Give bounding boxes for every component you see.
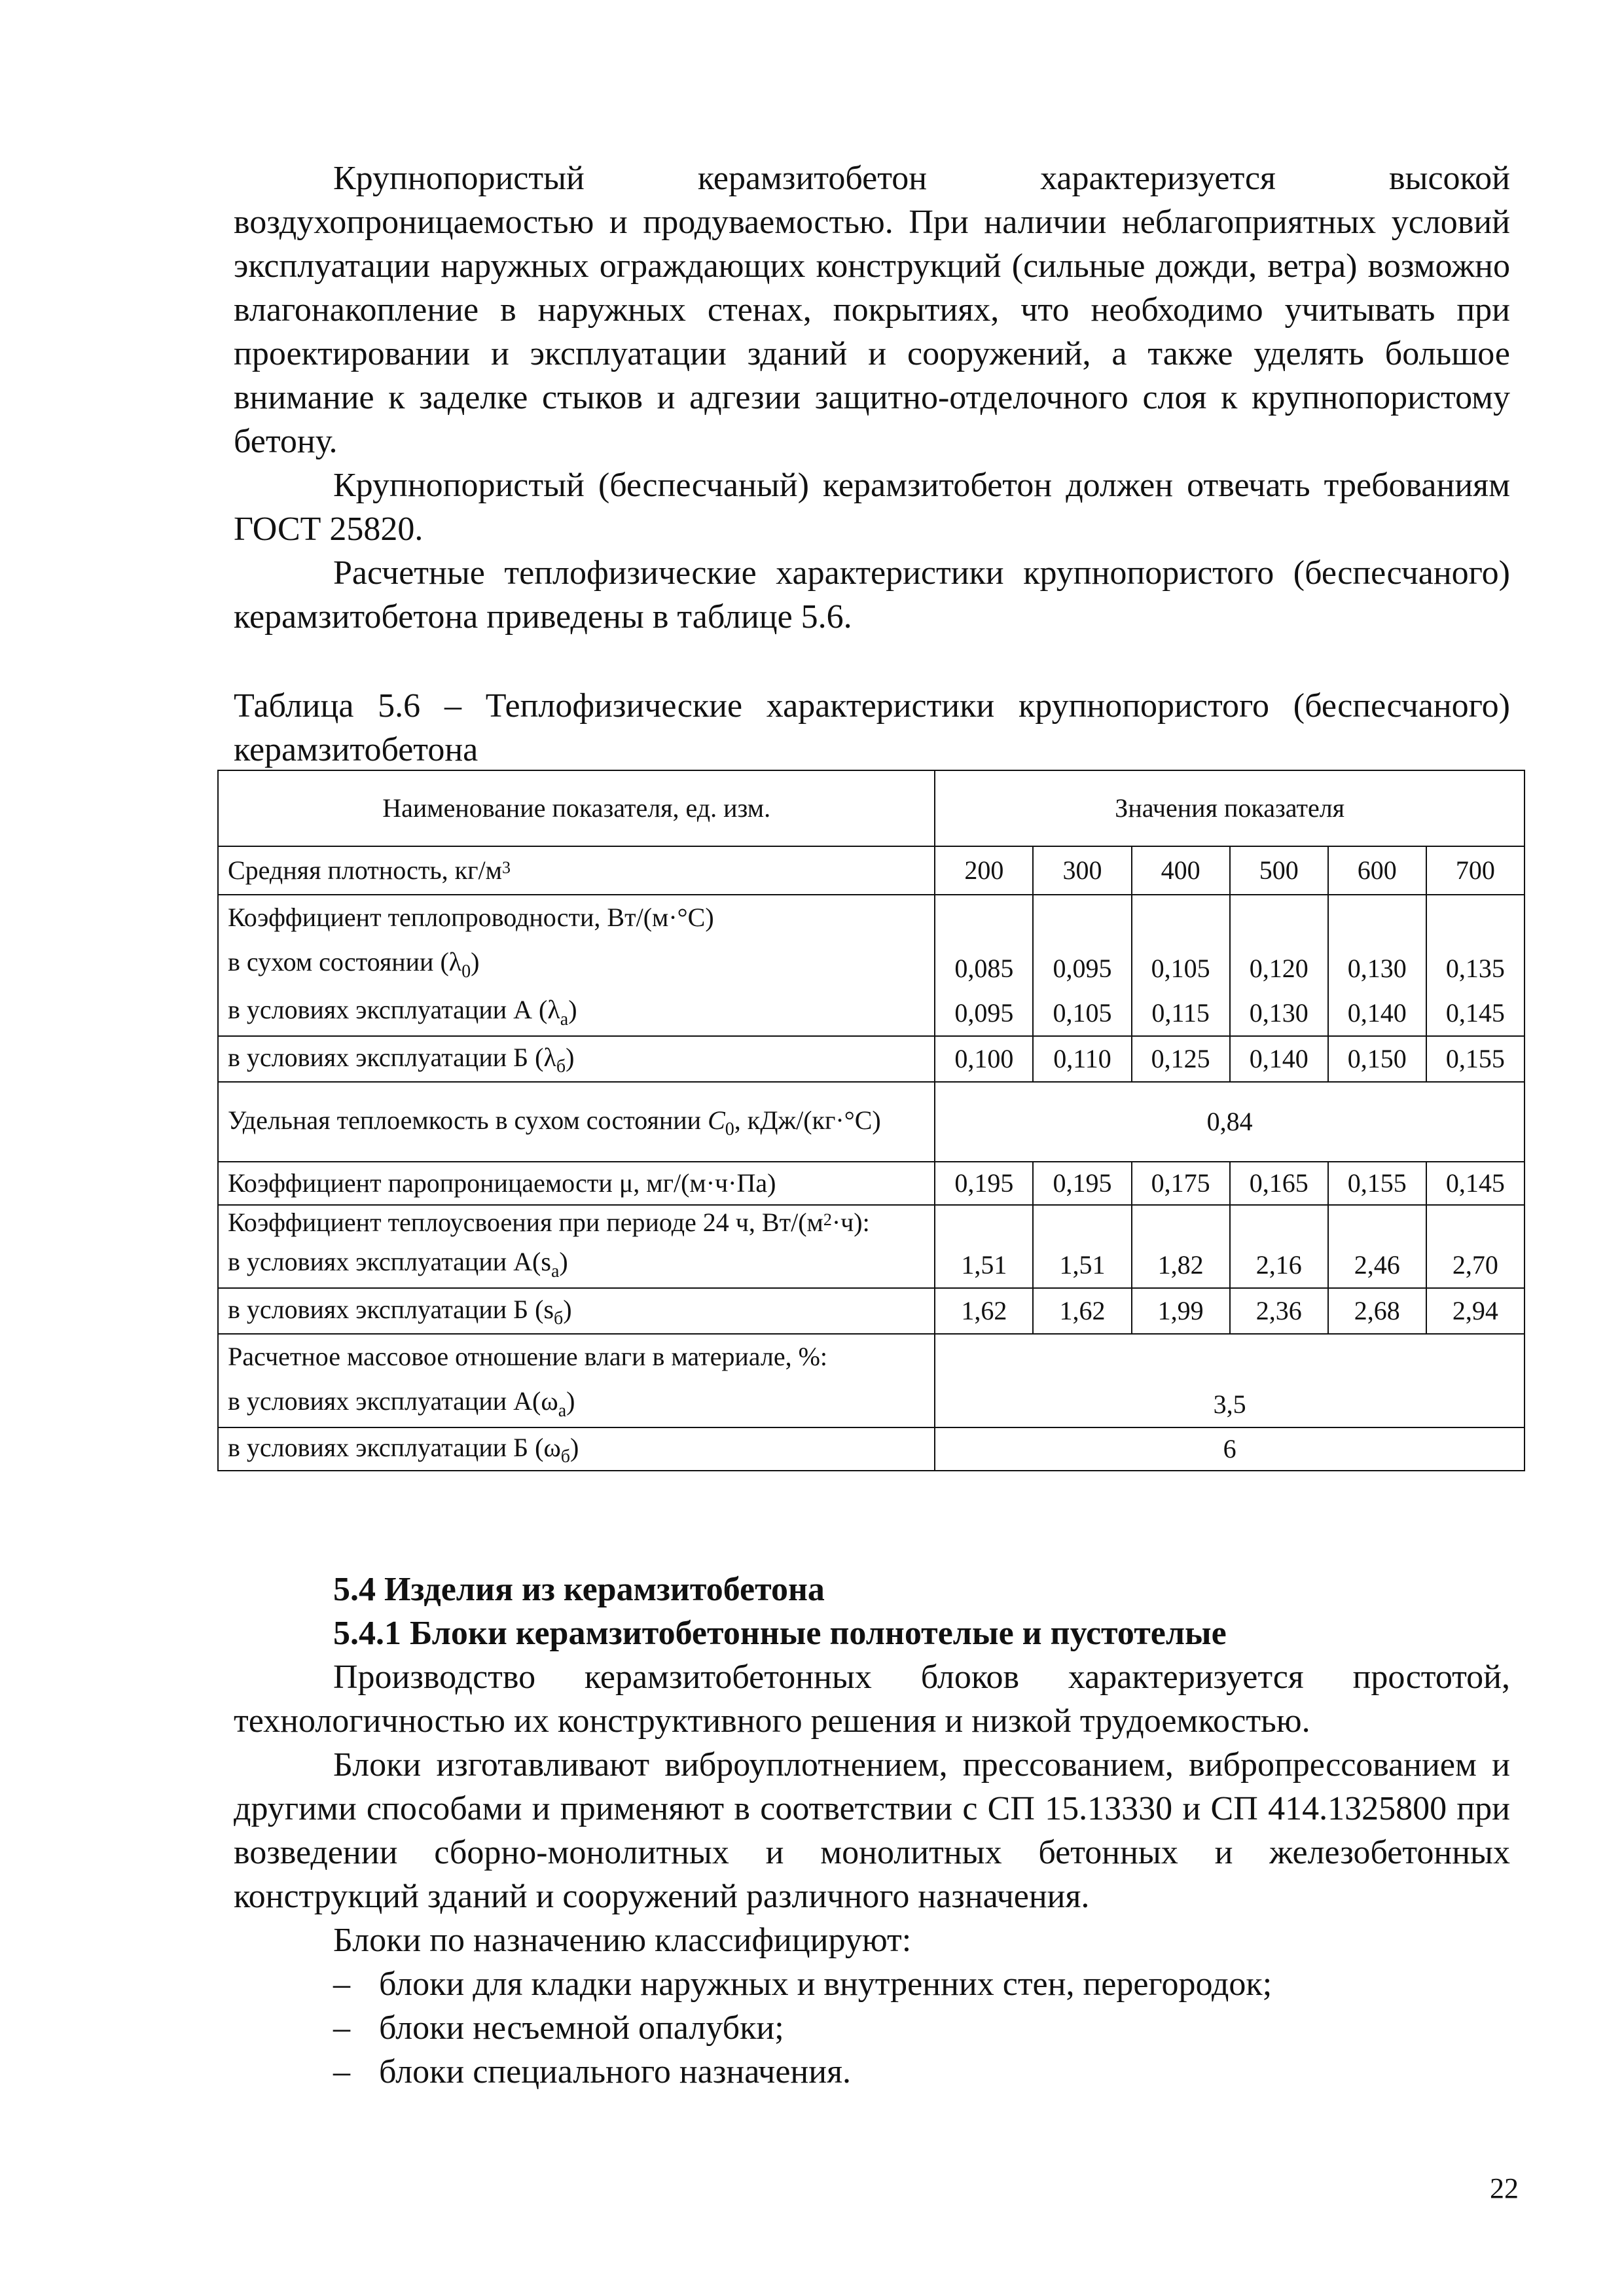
absorption-labels (218, 1205, 935, 1288)
condA-value: 0,145 (1445, 998, 1505, 1028)
dry-label-sub: 0 (461, 961, 471, 982)
absA-label (228, 1240, 925, 1287)
header-values-cell: Значения показателя (935, 770, 1525, 846)
moistA-label-text: в условиях эксплуатации А(ω (228, 1386, 558, 1416)
moistA-value: 3,5 (935, 1334, 1525, 1427)
dry-value: 0,095 (1053, 954, 1112, 983)
moistB-label-text: в условиях эксплуатации Б (ω (228, 1432, 561, 1462)
intro-paragraph-1: Крупнопористый керамзитобетон характеризуется высокой воздухопроницаемостью и продуваемостью. При наличии неблагоприятных условий эксплуатации наружных ограждающих конструкций (сильные дожди, ветра) возможно влагонакопление в наружных стенах, покрытиях, что необходимо учитывать при проектировании и эксплуатации зданий и сооружений, а также уделять большое внимание к заделке стыков и адгезии защитно-отделочного слоя к крупнопористому бетону. (234, 160, 1510, 460)
moistA-label (228, 1379, 925, 1427)
moisture-title: Расчетное массовое отношение влаги в материале, %: (228, 1342, 828, 1371)
absA-value: 2,70 (1426, 1205, 1525, 1288)
vapor-label: Коэффициент паропроницаемости μ, мг/(м·ч·Па) (218, 1162, 935, 1205)
thermal-properties-table (217, 770, 1525, 1471)
vapor-value: 0,175 (1132, 1162, 1230, 1205)
absB-value: 1,62 (1033, 1288, 1131, 1334)
conductivity-labels (218, 895, 935, 1036)
moistB-label (218, 1427, 935, 1471)
section-heading: 5.4 Изделия из керамзитобетона (333, 1571, 825, 1608)
moistB-value: 6 (935, 1427, 1525, 1471)
list-item (234, 2006, 1510, 2050)
moistB-label-sub: б (560, 1446, 571, 1467)
table-caption (234, 684, 1510, 772)
absB-value: 2,68 (1328, 1288, 1426, 1334)
condA-label-text: в условиях эксплуатации А (λ (228, 995, 560, 1024)
list-dash: – (333, 1965, 350, 2003)
condA-value: 0,105 (1053, 998, 1112, 1028)
block-types-list (234, 1962, 1510, 2094)
dry-label-text: в сухом состоянии (λ (228, 947, 462, 977)
conductivity-values-col (1230, 895, 1328, 1036)
absB-value: 2,94 (1426, 1288, 1525, 1334)
dry-value: 0,105 (1151, 954, 1210, 983)
absA-label-sub: а (550, 1261, 560, 1282)
density-value: 400 (1132, 846, 1230, 895)
condA-label-sub: а (560, 1009, 569, 1030)
conductivity-block-row (218, 895, 1525, 1036)
conductivity-values-col (1033, 895, 1131, 1036)
condB-value: 0,100 (935, 1036, 1033, 1082)
section-paragraph-3: Блоки по назначению классифицируют: (333, 1922, 912, 1959)
vapor-value: 0,195 (1033, 1162, 1131, 1205)
condB-value: 0,125 (1132, 1036, 1230, 1082)
condB-row (218, 1036, 1525, 1082)
vapor-value: 0,145 (1426, 1162, 1525, 1205)
density-row (218, 846, 1525, 895)
condB-value: 0,150 (1328, 1036, 1426, 1082)
absA-label-paren: ) (559, 1247, 568, 1276)
subsection-heading: 5.4.1 Блоки керамзитобетонные полнотелые и пустотелые (333, 1615, 1227, 1652)
intro-paragraph-3: Расчетные теплофизические характеристики крупнопористого (беспесчаного) керамзитобетона приведены в таблице 5.6. (234, 554, 1510, 636)
density-value: 700 (1426, 846, 1525, 895)
density-label-text: Средняя плотность, кг/м (228, 855, 502, 885)
dry-value: 0,130 (1347, 954, 1407, 983)
moistB-row (218, 1427, 1525, 1471)
intro-text (234, 156, 1510, 639)
condB-label-text: в условиях эксплуатации Б (λ (228, 1042, 556, 1072)
moistB-label-paren: ) (570, 1432, 579, 1462)
list-item-text: блоки для кладки наружных и внутренних стен, перегородок; (379, 1965, 1272, 2003)
moistA-label-paren: ) (566, 1386, 575, 1416)
absorption-title-text: Коэффициент теплоусвоения при периоде 24 ч, Вт/(м (228, 1208, 823, 1237)
condB-value: 0,155 (1426, 1036, 1525, 1082)
absB-label-sub: б (554, 1308, 564, 1329)
table-caption-text: Таблица 5.6 – Теплофизические характеристики крупнопористого (беспесчаного) керамзитобетона (234, 687, 1510, 768)
list-item (234, 2050, 1510, 2094)
condB-label-sub: б (556, 1056, 566, 1077)
list-item (234, 1962, 1510, 2006)
condB-label (218, 1036, 935, 1082)
absB-value: 1,99 (1132, 1288, 1230, 1334)
vapor-row (218, 1162, 1525, 1205)
moistA-label-sub: а (558, 1400, 567, 1421)
condA-value: 0,130 (1249, 998, 1308, 1028)
dry-value: 0,135 (1445, 954, 1505, 983)
density-label (218, 846, 935, 895)
heat-capacity-label (218, 1082, 935, 1162)
heat-symbol: С (708, 1105, 725, 1135)
conductivity-values-col (1328, 895, 1426, 1036)
heat-capacity-value: 0,84 (935, 1082, 1525, 1162)
heat-label-text: Удельная теплоемкость в сухом состоянии (228, 1105, 708, 1135)
section-paragraph-1: Производство керамзитобетонных блоков характеризуется простотой, технологичностью их конструктивного решения и низкой трудоемкостью. (234, 1659, 1510, 1740)
header-name-cell: Наименование показателя, ед. изм. (218, 770, 935, 846)
conductivity-values-col (935, 895, 1033, 1036)
absB-row (218, 1288, 1525, 1334)
vapor-value: 0,155 (1328, 1162, 1426, 1205)
moisture-labels (218, 1334, 935, 1427)
absorption-title-sup: 2 (823, 1210, 832, 1230)
absA-value: 2,46 (1328, 1205, 1426, 1288)
section-paragraph-2: Блоки изготавливают виброуплотнением, прессованием, вибропрессованием и другими способами и применяют в соответствии с СП 15.13330 и СП 414.1325800 при возведении сборно-монолитных и монолитных бетонных и железобетонных конструкций зданий и сооружений различного назначения. (234, 1746, 1510, 1915)
absorption-title (228, 1206, 925, 1240)
absA-value: 1,51 (935, 1205, 1033, 1288)
heat-symbol-sub: 0 (725, 1119, 734, 1140)
list-item-text: блоки специального назначения. (379, 2053, 851, 2090)
density-value: 600 (1328, 846, 1426, 895)
list-dash: – (333, 2009, 350, 2047)
absB-value: 2,36 (1230, 1288, 1328, 1334)
density-value: 200 (935, 846, 1033, 895)
density-value: 500 (1230, 846, 1328, 895)
absorption-title-end: ·ч): (831, 1208, 870, 1237)
density-label-sup: 3 (501, 858, 511, 878)
absA-value: 2,16 (1230, 1205, 1328, 1288)
absA-label-text: в условиях эксплуатации А(s (228, 1247, 551, 1276)
density-value: 300 (1033, 846, 1131, 895)
list-item-text: блоки несъемной опалубки; (379, 2009, 784, 2047)
heat-capacity-row (218, 1082, 1525, 1162)
absorption-block-row (218, 1205, 1525, 1288)
condA-label-paren: ) (568, 995, 577, 1024)
condA-value: 0,140 (1347, 998, 1407, 1028)
absA-value: 1,51 (1033, 1205, 1131, 1288)
conductivity-values-col (1132, 895, 1230, 1036)
condB-label-paren: ) (566, 1042, 575, 1072)
dry-value: 0,085 (954, 954, 1014, 983)
list-dash: – (333, 2053, 350, 2090)
conductivity-title: Коэффициент теплопроводности, Вт/(м·°С) (228, 903, 714, 932)
conductivity-values-col (1426, 895, 1525, 1036)
moisture-block-row (218, 1334, 1525, 1427)
dry-label-paren: ) (471, 947, 480, 977)
absB-label-paren: ) (563, 1294, 572, 1324)
intro-paragraph-2: Крупнопористый (беспесчаный) керамзитобетон должен отвечать требованиям ГОСТ 25820. (234, 467, 1510, 548)
condA-value: 0,095 (954, 998, 1014, 1028)
condB-value: 0,140 (1230, 1036, 1328, 1082)
absA-value: 1,82 (1132, 1205, 1230, 1288)
vapor-value: 0,165 (1230, 1162, 1328, 1205)
absB-label-text: в условиях эксплуатации Б (s (228, 1294, 554, 1324)
condB-value: 0,110 (1033, 1036, 1131, 1082)
absB-value: 1,62 (935, 1288, 1033, 1334)
section-5-4 (234, 1568, 1510, 2094)
heat-label-units: , кДж/(кг·°С) (734, 1105, 881, 1135)
table-header-row (218, 770, 1525, 846)
dry-value: 0,120 (1249, 954, 1308, 983)
condA-value: 0,115 (1151, 998, 1210, 1028)
vapor-value: 0,195 (935, 1162, 1033, 1205)
condA-label (228, 988, 925, 1035)
absB-label (218, 1288, 935, 1334)
page-number: 22 (1490, 2172, 1519, 2204)
dry-label (228, 940, 925, 988)
